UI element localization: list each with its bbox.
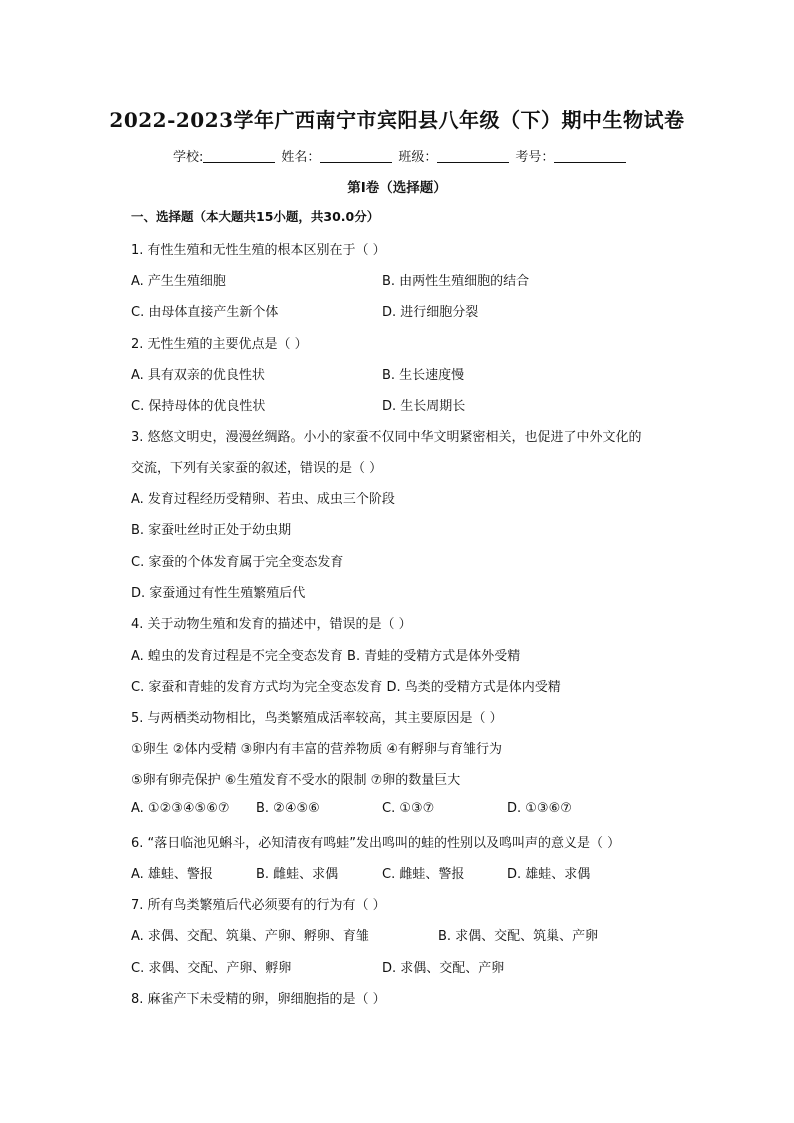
question-8-stem: 8. 麻雀产下未受精的卵，卵细胞指的是（ ）: [131, 992, 386, 1007]
question-5-options: [131, 801, 691, 816]
class-blank[interactable]: [437, 150, 509, 163]
question-6-option-a[interactable]: A. 雄蛙、警报: [131, 867, 213, 882]
question-2-options-row2: [131, 395, 691, 414]
question-2-options-row1: [131, 364, 691, 383]
question-7-options-row2: [131, 957, 691, 976]
name-blank[interactable]: [320, 150, 392, 163]
school-label: 学校:: [173, 150, 204, 165]
question-6-option-c[interactable]: C. 雌蛙、警报: [382, 867, 465, 882]
question-3-option-b[interactable]: B. 家蚕吐丝时正处于幼虫期: [131, 523, 292, 538]
question-5-option-b[interactable]: B. ②④⑤⑥: [256, 801, 320, 816]
question-3-stem-line1: 3. 悠悠文明史，漫漫丝绸路。小小的家蚕不仅同中华文明紧密相关，也促进了中外文化的: [131, 430, 642, 445]
question-7-option-c[interactable]: C. 求偶、交配、产卵、孵卵: [131, 961, 292, 976]
question-5-statements-line1: ①卵生 ②体内受精 ③卵内有丰富的营养物质 ④有孵卵与育雏行为: [131, 742, 503, 757]
question-2-option-c[interactable]: C. 保持母体的优良性状: [131, 399, 266, 414]
question-1-stem: 1. 有性生殖和无性生殖的根本区别在于（ ）: [131, 243, 386, 258]
question-7-stem: 7. 所有鸟类繁殖后代必须要有的行为有（ ）: [131, 898, 386, 913]
question-1-options-row2: [131, 301, 691, 320]
question-6-option-d[interactable]: D. 雄蛙、求偶: [507, 867, 591, 882]
question-6-option-b[interactable]: B. 雌蛙、求偶: [256, 867, 339, 882]
question-5-stem: 5. 与两栖类动物相比，鸟类繁殖成活率较高，其主要原因是（ ）: [131, 711, 503, 726]
question-7-option-d[interactable]: D. 求偶、交配、产卵: [382, 961, 505, 976]
student-info-line: [173, 146, 632, 165]
question-3-option-c[interactable]: C. 家蚕的个体发育属于完全变态发育: [131, 555, 344, 570]
exam-no-blank[interactable]: [554, 150, 626, 163]
question-6-options: [131, 863, 691, 882]
question-7-option-a[interactable]: A. 求偶、交配、筑巢、产卵、孵卵、育雏: [131, 929, 369, 944]
question-4-options-ab[interactable]: A. 蝗虫的发育过程是不完全变态发育 B. 青蛙的受精方式是体外受精: [131, 649, 521, 664]
question-3-option-a[interactable]: A. 发育过程经历受精卵、若虫、成虫三个阶段: [131, 492, 395, 507]
question-5-statements-line2: ⑤卵有卵壳保护 ⑥生殖发育不受水的限制 ⑦卵的数量巨大: [131, 773, 461, 788]
name-label: 姓名：: [281, 150, 321, 165]
exam-no-label: 考号：: [515, 150, 555, 165]
question-3-stem-line2: 交流，下列有关家蚕的叙述，错误的是（ ）: [131, 461, 383, 476]
question-1-option-a[interactable]: A. 产生生殖细胞: [131, 274, 226, 289]
question-5-option-c[interactable]: C. ①③⑦: [382, 801, 435, 816]
question-1-options-row1: [131, 270, 691, 289]
question-7-option-b[interactable]: B. 求偶、交配、筑巢、产卵: [438, 929, 599, 944]
question-4-stem: 4. 关于动物生殖和发育的描述中，错误的是（ ）: [131, 617, 412, 632]
school-blank[interactable]: [203, 150, 275, 163]
question-6-stem: 6. “落日临池见蝌斗，必知清夜有鸣蛙”发出鸣叫的蛙的性别以及鸣叫声的意义是（ ）: [131, 836, 621, 851]
question-5-option-a[interactable]: A. ①②③④⑤⑥⑦: [131, 801, 230, 816]
question-2-option-b[interactable]: B. 生长速度慢: [382, 368, 465, 383]
question-4-options-cd[interactable]: C. 家蚕和青蛙的发育方式均为完全变态发育 D. 鸟类的受精方式是体内受精: [131, 680, 561, 695]
question-1-option-c[interactable]: C. 由母体直接产生新个体: [131, 305, 279, 320]
exam-title: 2022-2023学年广西南宁市宾阳县八年级（下）期中生物试卷: [109, 108, 685, 132]
section-title: 第I卷（选择题）: [347, 180, 447, 196]
question-2-stem: 2. 无性生殖的主要优点是（ ）: [131, 337, 308, 352]
question-1-option-d[interactable]: D. 进行细胞分裂: [382, 305, 479, 320]
part-title: 一、选择题（本大题共15小题，共30.0分）: [131, 209, 380, 224]
question-5-option-d[interactable]: D. ①③⑥⑦: [507, 801, 572, 816]
question-7-options-row1: [131, 925, 691, 944]
question-1-option-b[interactable]: B. 由两性生殖细胞的结合: [382, 274, 530, 289]
question-2-option-a[interactable]: A. 具有双亲的优良性状: [131, 368, 265, 383]
question-3-option-d[interactable]: D. 家蚕通过有性生殖繁殖后代: [131, 586, 306, 601]
question-2-option-d[interactable]: D. 生长周期长: [382, 399, 466, 414]
class-label: 班级：: [398, 150, 438, 165]
